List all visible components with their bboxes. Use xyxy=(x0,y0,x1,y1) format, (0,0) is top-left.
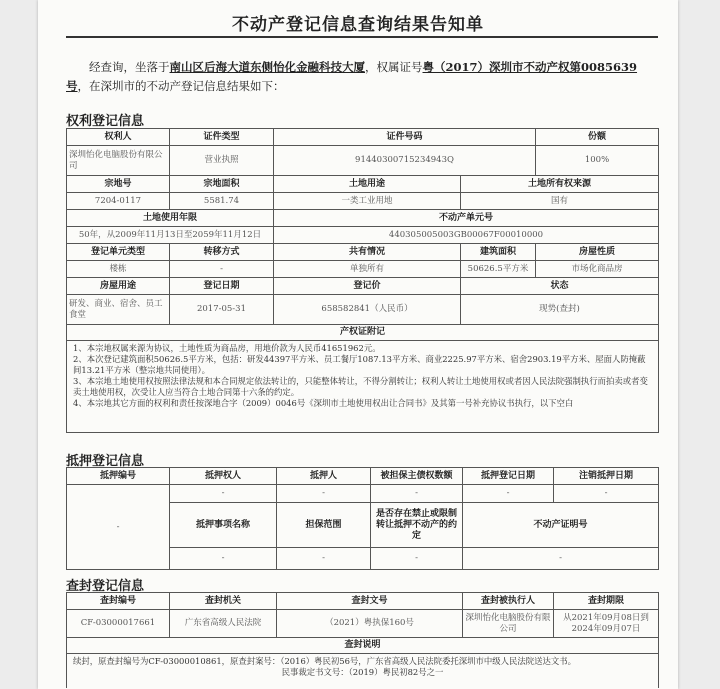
intro-suffix: ，在深圳市的不动产登记信息结果如下： xyxy=(77,79,285,93)
table-cell: - xyxy=(170,548,277,570)
table-header: 查封被执行人 xyxy=(463,593,554,610)
rights-header-row-1 xyxy=(67,129,659,146)
remark-line: 3、本宗地土地使用权按照法律法规和本合同规定依法转让的，只能整体转让，不得分割转让；权利人转让土地使用权或者因人民法院强制执行而拍卖或者变卖土地使用权，次受让人应当符合土地合同第十六条的约定。 xyxy=(73,376,648,397)
rights-header-row-5 xyxy=(67,278,659,295)
rights-remarks-header-row xyxy=(67,325,659,341)
table-header: 查封机关 xyxy=(170,593,277,610)
table-cell: 658582841（人民币） xyxy=(274,295,461,325)
table-cell: （2021）粤执保160号 xyxy=(277,610,463,638)
intro-cert-no: 粤（2017）深圳市不动产权第0085639号 xyxy=(66,60,638,93)
page-title: 不动产登记信息查询结果告知单 xyxy=(232,15,484,35)
table-cell: 现势(查封) xyxy=(461,295,659,325)
table-header: 登记单元类型 xyxy=(67,244,170,261)
table-header: 不动产单元号 xyxy=(274,210,659,227)
seizure-row xyxy=(67,610,659,638)
mortgage-table xyxy=(66,467,659,570)
table-cell: - xyxy=(554,485,659,503)
rights-remarks-row xyxy=(67,341,659,433)
table-header: 注销抵押日期 xyxy=(554,468,659,485)
rights-header-row-2 xyxy=(67,176,659,193)
intro-mid: ，权属证号 xyxy=(365,60,423,74)
rights-row-3 xyxy=(67,227,659,244)
table-cell: 50626.5平方米 xyxy=(461,261,536,278)
seizure-remarks-header: 查封说明 xyxy=(67,638,659,654)
table-header: 被担保主债权数额 xyxy=(371,468,463,485)
table-header: 房屋用途 xyxy=(67,278,170,295)
table-header: 土地所有权来源 xyxy=(461,176,659,193)
table-header: 抵押编号 xyxy=(67,468,170,485)
notice-sheet xyxy=(38,0,678,689)
rights-row-1 xyxy=(67,146,659,176)
table-cell: 营业执照 xyxy=(170,146,274,176)
table-cell: 单独所有 xyxy=(274,261,461,278)
table-cell: 100% xyxy=(536,146,659,176)
table-cell: CF-03000017661 xyxy=(67,610,170,638)
rights-remarks xyxy=(67,341,659,433)
table-header: 宗地号 xyxy=(67,176,170,193)
table-cell: 7204-0117 xyxy=(67,193,170,210)
table-cell: - xyxy=(371,485,463,503)
table-cell: 5581.74 xyxy=(170,193,274,210)
seizure-table xyxy=(66,592,659,688)
table-header: 抵押事项名称 xyxy=(170,503,277,548)
table-header: 是否存在禁止或限制转让抵押不动产的约定 xyxy=(371,503,463,548)
remark-line: 2、本次登记建筑面积50626.5平方米，包括：研发44397平方米、员工餐厅1087.13平方米、商业2225.97平方米、宿舍2903.19平方米、屋面人防掩蔽间13.21平方米（整宗地共同使用）。 xyxy=(73,354,646,375)
intro-prefix: 经查询，坐落于 xyxy=(89,60,170,74)
title-divider xyxy=(66,36,658,38)
table-cell: - xyxy=(463,485,554,503)
table-header: 份额 xyxy=(536,129,659,146)
table-header: 抵押登记日期 xyxy=(463,468,554,485)
table-header: 登记价 xyxy=(274,278,461,295)
mortgage-header-row-1 xyxy=(67,468,659,485)
table-header: 状态 xyxy=(461,278,659,295)
table-header: 宗地面积 xyxy=(170,176,274,193)
table-cell: 深圳怡化电脑股份有限公司 xyxy=(67,146,170,176)
intro-paragraph xyxy=(66,58,658,96)
table-cell: - xyxy=(371,548,463,570)
table-header: 担保范围 xyxy=(277,503,371,548)
table-cell: 50年，从2009年11月13日至2059年11月12日 xyxy=(67,227,274,244)
table-header: 抵押人 xyxy=(277,468,371,485)
rights-row-4 xyxy=(67,261,659,278)
table-cell: 深圳怡化电脑股份有限公司 xyxy=(463,610,554,638)
remark-line: 民事裁定书文号：（2019）粤民初82号之一 xyxy=(281,667,444,677)
table-header: 转移方式 xyxy=(170,244,274,261)
table-cell: 广东省高级人民法院 xyxy=(170,610,277,638)
table-cell: - xyxy=(67,485,170,570)
table-header: 登记日期 xyxy=(170,278,274,295)
rights-heading: 权利登记信息 xyxy=(66,114,145,129)
rights-header-row-3 xyxy=(67,210,659,227)
table-header: 权利人 xyxy=(67,129,170,146)
rights-table xyxy=(66,128,659,433)
seizure-remarks-row xyxy=(67,654,659,688)
seizure-heading: 查封登记信息 xyxy=(66,579,145,594)
rights-remarks-header: 产权证附记 xyxy=(67,325,659,341)
table-header: 共有情况 xyxy=(274,244,461,261)
rights-row-2 xyxy=(67,193,659,210)
seizure-remarks-header-row xyxy=(67,638,659,654)
table-header: 不动产证明号 xyxy=(463,503,659,548)
remark-line: 1、本宗地权属来源为协议，土地性质为商品房，用地价款为人民币41651962元。 xyxy=(73,343,381,353)
table-cell: 市场化商品房 xyxy=(536,261,659,278)
table-cell: - xyxy=(170,485,277,503)
table-header: 查封文号 xyxy=(277,593,463,610)
table-header: 建筑面积 xyxy=(461,244,536,261)
rights-header-row-4 xyxy=(67,244,659,261)
table-header: 证件类型 xyxy=(170,129,274,146)
mortgage-heading: 抵押登记信息 xyxy=(66,454,145,469)
intro-location: 南山区后海大道东侧怡化金融科技大厦 xyxy=(169,60,365,74)
seizure-header-row xyxy=(67,593,659,610)
table-cell: 楼栋 xyxy=(67,261,170,278)
remark-line: 4、本宗地其它方面的权利和责任按深地合字（2009）0046号《深圳市土地使用权出让合同书》及其第一号补充协议书执行，以下空白 xyxy=(73,398,574,408)
seizure-remarks xyxy=(67,654,659,688)
table-cell: 2017-05-31 xyxy=(170,295,274,325)
table-header: 证件号码 xyxy=(274,129,536,146)
table-header: 查封期限 xyxy=(554,593,659,610)
table-header: 查封编号 xyxy=(67,593,170,610)
mortgage-row-1 xyxy=(67,485,659,503)
table-header: 抵押权人 xyxy=(170,468,277,485)
table-header: 土地用途 xyxy=(274,176,461,193)
rights-row-5 xyxy=(67,295,659,325)
remark-line: 续封，原查封编号为CF-03000010861，原查封案号：（2016）粤民初56号，广东省高级人民法院委托深圳市中级人民法院送达文书。 xyxy=(73,656,577,666)
table-cell: - xyxy=(170,261,274,278)
table-cell: 从2021年09月08日到2024年09月07日 xyxy=(554,610,659,638)
table-cell: 91440300715234943Q xyxy=(274,146,536,176)
table-cell: 440305005003GB00067F00010000 xyxy=(274,227,659,244)
table-header: 房屋性质 xyxy=(536,244,659,261)
table-cell: 研发、商业、宿舍、员工食堂 xyxy=(67,295,170,325)
table-header: 土地使用年限 xyxy=(67,210,274,227)
table-cell: - xyxy=(463,548,659,570)
table-cell: 国有 xyxy=(461,193,659,210)
table-cell: - xyxy=(277,548,371,570)
table-cell: - xyxy=(277,485,371,503)
table-cell: 一类工业用地 xyxy=(274,193,461,210)
